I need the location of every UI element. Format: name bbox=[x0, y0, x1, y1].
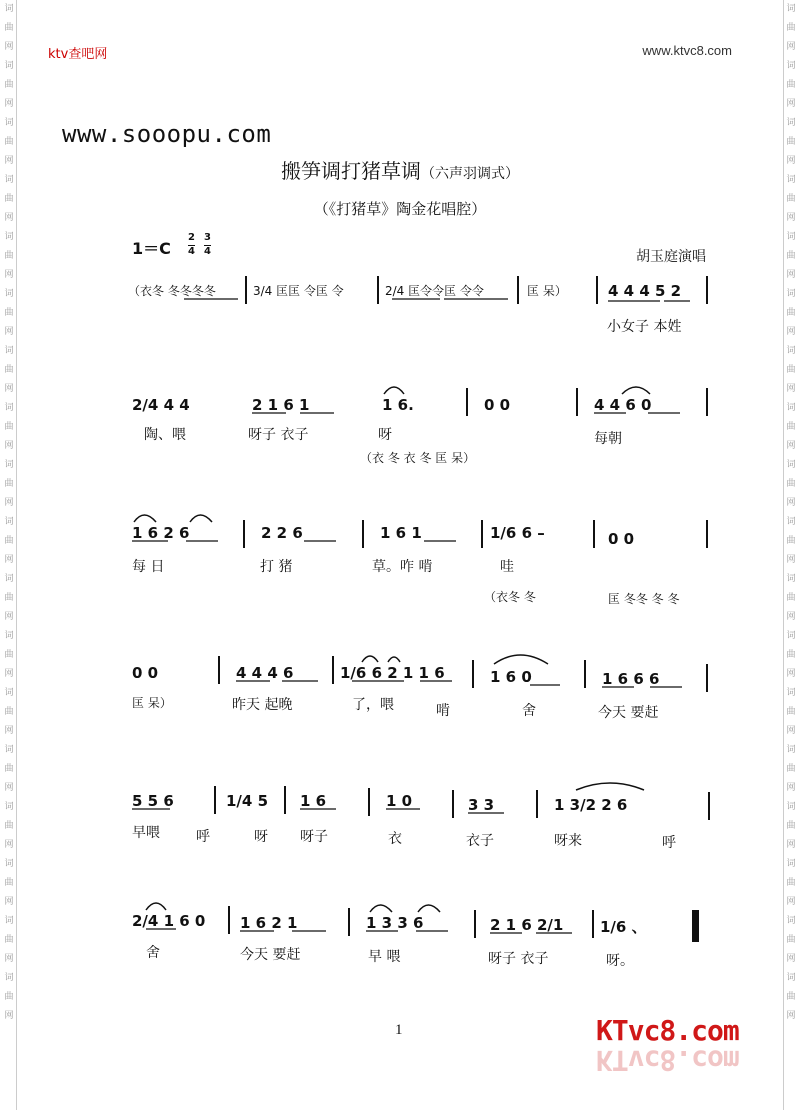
singer-credit: 胡玉庭演唱 bbox=[636, 249, 706, 265]
site-logo-reflection: KTvc8.com bbox=[596, 1044, 739, 1077]
score-note: 4 4 6 0 bbox=[594, 396, 652, 414]
slur bbox=[146, 903, 166, 910]
barline bbox=[593, 520, 595, 548]
slur bbox=[494, 655, 548, 664]
time-signature bbox=[188, 232, 224, 262]
lyric-text: 呀子 衣子 bbox=[248, 427, 309, 443]
barline bbox=[517, 276, 519, 304]
barline bbox=[332, 656, 334, 684]
barline bbox=[474, 910, 476, 938]
score-note: 0 0 bbox=[484, 396, 511, 414]
lyric-text: 呀来 bbox=[554, 833, 582, 849]
time-b-top: 3 bbox=[204, 232, 211, 243]
slur bbox=[384, 387, 404, 394]
site-logo: KTvc8.com bbox=[596, 1014, 739, 1047]
lyric-text: 打 猪 bbox=[260, 559, 293, 575]
score-note: 2/4 4 4 bbox=[132, 396, 190, 414]
score-note: 2/4 匡令令匡 令令 bbox=[385, 284, 484, 298]
barline bbox=[481, 520, 483, 548]
final-barline bbox=[692, 910, 699, 942]
barline bbox=[706, 664, 708, 692]
lyric-text: 每朝 bbox=[594, 431, 622, 447]
barline bbox=[348, 908, 350, 936]
time-a-top: 2 bbox=[188, 232, 195, 243]
score-note: 1 3/2 2 6 bbox=[554, 796, 628, 814]
score-note: 2 1 6 2/1 bbox=[490, 916, 564, 934]
barline bbox=[218, 656, 220, 684]
lyric-text: 了，喂 bbox=[352, 697, 394, 713]
header-site-name: ktv查吧网 bbox=[48, 47, 108, 62]
barline bbox=[214, 786, 216, 814]
score-note: 1/6 6 2 1 1 6 bbox=[340, 664, 445, 682]
slur bbox=[418, 905, 440, 912]
slur bbox=[370, 905, 392, 912]
header-site-url: www.ktvc8.com bbox=[642, 43, 732, 58]
percussion-text: （衣冬 冬 bbox=[484, 590, 536, 604]
score-note: 1 6 2 1 bbox=[240, 914, 298, 932]
score-note: 3/4 匡匡 令匡 令 bbox=[253, 284, 344, 298]
score-note: 2/4 1 6 0 bbox=[132, 912, 206, 930]
score-note: 1 3 3 6 bbox=[366, 914, 424, 932]
slur bbox=[362, 656, 378, 662]
time-a-bottom: 4 bbox=[188, 246, 195, 257]
lyric-text: 匡 呆） bbox=[132, 696, 172, 710]
score-note: （衣冬 冬冬冬冬 bbox=[128, 284, 216, 298]
song-title bbox=[0, 155, 800, 184]
score-note: 1 6 0 bbox=[490, 668, 532, 686]
lyric-text: 衣子 bbox=[466, 833, 494, 849]
barline bbox=[466, 388, 468, 416]
barline bbox=[377, 276, 379, 304]
lyric-text: 今天 要赶 bbox=[598, 705, 659, 721]
lyric-text: 呀。 bbox=[606, 953, 634, 969]
left-watermark: 词曲网词曲网词曲网词曲网词曲网词曲网词曲网词曲网词曲网词曲网词曲网词曲网词曲网词曲网词曲网词曲网词曲网词曲网 bbox=[4, 4, 14, 1021]
score-note: 1 6 2 6 bbox=[132, 524, 190, 542]
slur bbox=[388, 657, 400, 662]
barline bbox=[592, 910, 594, 938]
source-url: www.sooopu.com bbox=[62, 120, 272, 148]
score-note: 1 6 1 bbox=[380, 524, 422, 542]
score-note: 1 6 bbox=[300, 792, 327, 810]
slur bbox=[576, 783, 644, 790]
lyric-text: 哇 bbox=[500, 559, 514, 575]
barline bbox=[584, 660, 586, 688]
score-note: 1 6 6 6 bbox=[602, 670, 660, 688]
barline bbox=[706, 388, 708, 416]
lyric-text: 小女子 本姓 bbox=[607, 319, 682, 335]
right-watermark: 词曲网词曲网词曲网词曲网词曲网词曲网词曲网词曲网词曲网词曲网词曲网词曲网词曲网词曲网词曲网词曲网词曲网词曲网 bbox=[786, 4, 796, 1021]
barline bbox=[368, 788, 370, 816]
lyric-text: 舍 bbox=[522, 703, 536, 719]
song-subtitle: （《打猪草》陶金花唱腔） bbox=[313, 200, 487, 218]
percussion-text: 匡 冬冬 冬 冬 bbox=[608, 592, 680, 606]
lyric-text: 早喂 bbox=[132, 825, 160, 841]
lyric-text: 呼 bbox=[662, 835, 676, 851]
lyric-text: 草。咋 啃 bbox=[372, 559, 433, 575]
slur bbox=[622, 387, 650, 394]
lyric-text: 昨天 起晚 bbox=[232, 697, 293, 713]
lyric-text: 早 喂 bbox=[368, 949, 401, 965]
score-note: 5 5 6 bbox=[132, 792, 174, 810]
score-note: 1/6 、 bbox=[600, 918, 647, 936]
title-main: 搬笋调打猪草调 bbox=[281, 159, 421, 183]
score-note: 4 4 4 5 2 bbox=[608, 282, 682, 300]
score-note: 0 0 bbox=[608, 530, 635, 548]
time-b-bottom: 4 bbox=[204, 246, 211, 257]
slur bbox=[134, 515, 156, 522]
score-note: 4 4 4 6 bbox=[236, 664, 294, 682]
lyric-text: 啃 bbox=[436, 703, 450, 719]
barline bbox=[706, 276, 708, 304]
barline bbox=[228, 906, 230, 934]
barline bbox=[284, 786, 286, 814]
key-signature: 1＝C bbox=[132, 239, 171, 258]
score-note: 2 1 6 1 bbox=[252, 396, 310, 414]
barline bbox=[245, 276, 247, 304]
barline bbox=[243, 520, 245, 548]
lyric-text: 呀子 bbox=[300, 829, 328, 845]
lyric-text: 衣 bbox=[388, 831, 402, 847]
barline bbox=[472, 660, 474, 688]
lyric-text: 呀子 衣子 bbox=[488, 951, 549, 967]
score-note: 1/4 5 bbox=[226, 792, 269, 810]
score-note: 1/6 6 – bbox=[490, 524, 545, 542]
lyric-text: 舍 bbox=[146, 945, 160, 961]
lyric-text: 呼 bbox=[196, 829, 210, 845]
score-note: 3 3 bbox=[468, 796, 495, 814]
score-note: 2 2 6 bbox=[261, 524, 303, 542]
score-note: 1 0 bbox=[386, 792, 413, 810]
barline bbox=[452, 790, 454, 818]
lyric-text: 今天 要赶 bbox=[240, 947, 301, 963]
lyric-text: 呀 bbox=[254, 829, 268, 845]
score-note: 0 0 bbox=[132, 664, 159, 682]
barline bbox=[576, 388, 578, 416]
lyric-text: 呀 bbox=[378, 427, 392, 443]
percussion-text: （衣 冬 衣 冬 匡 呆） bbox=[360, 451, 476, 465]
title-mode: （六声羽调式） bbox=[421, 166, 519, 182]
lyric-text: 每 日 bbox=[132, 559, 165, 575]
page-number: 1 bbox=[395, 1022, 403, 1038]
slur bbox=[190, 515, 212, 522]
barline bbox=[536, 790, 538, 818]
barline bbox=[706, 520, 708, 548]
barline bbox=[596, 276, 598, 304]
lyric-text: 陶、喂 bbox=[144, 427, 186, 443]
score-note: 匡 呆） bbox=[527, 284, 567, 298]
barline bbox=[708, 792, 710, 820]
barline bbox=[362, 520, 364, 548]
score-note: 1 6. bbox=[382, 396, 414, 414]
